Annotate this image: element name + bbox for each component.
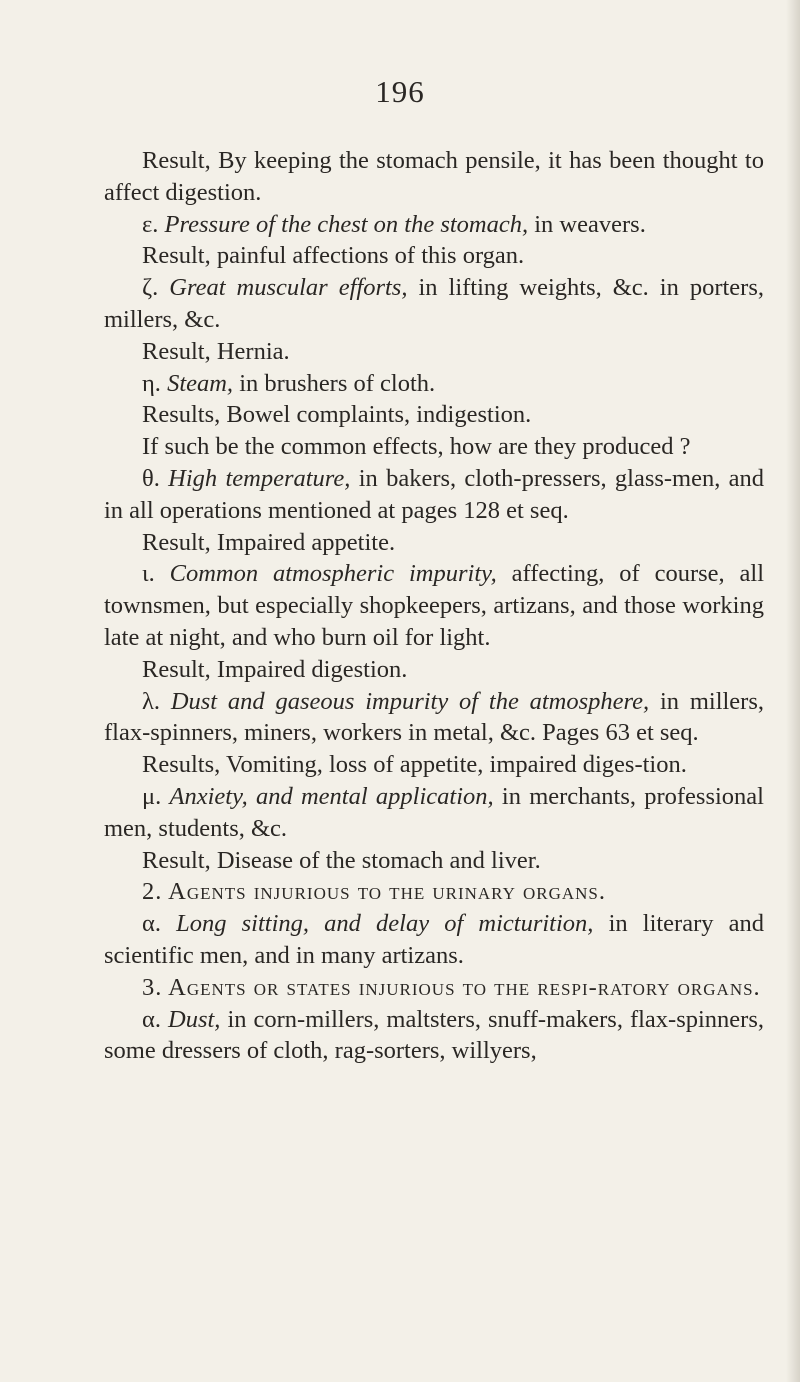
item-title: Dust and gaseous impurity of the atmosphere, <box>170 687 650 715</box>
paragraph-pressure-chest <box>104 209 764 241</box>
item-title: Great muscular efforts, <box>169 274 408 302</box>
item-text: in brushers of cloth. <box>233 369 436 397</box>
paragraph-dust <box>104 1004 764 1068</box>
item-label: η. <box>142 369 161 397</box>
item-label: ι. <box>142 560 155 588</box>
item-title: Common atmospheric impurity, <box>169 560 497 588</box>
item-title: Anxiety, and mental application, <box>169 782 494 810</box>
paragraph-high-temperature <box>104 463 764 527</box>
section-heading-urinary: 2. Agents injurious to the urinary organs. <box>142 878 607 906</box>
page-edge-shadow <box>786 0 800 1382</box>
item-title: Pressure of the chest on the stomach, <box>164 210 529 238</box>
paragraph-steam <box>104 368 764 400</box>
item-label: θ. <box>142 464 160 492</box>
item-label: ζ. <box>142 274 159 302</box>
item-text: in lifting weights, &c. in porters, millers, &c. <box>104 274 765 333</box>
page-body <box>104 145 764 1067</box>
paragraph-result-appetite: Result, Impaired appetite. <box>142 528 396 556</box>
section-heading-respiratory: 3. Agents or states injurious to the respi-ratory organs. <box>142 973 761 1001</box>
item-label: λ. <box>142 687 161 715</box>
item-text: affecting, of course, all townsmen, but especially shopkeepers, artizans, and those working late at night, and who burn oil for light. <box>104 560 765 651</box>
item-text: in bakers, cloth-pressers, glass-men, and in all operations mentioned at pages 128 et seq. <box>104 464 765 524</box>
paragraph-result-affections: Result, painful affections of this organ. <box>142 242 525 270</box>
paragraph-result-digestion: Result, Impaired digestion. <box>142 655 408 683</box>
item-label: α. <box>142 1005 161 1033</box>
paragraph-long-sitting <box>104 908 764 972</box>
paragraph-question: If such be the common effects, how are they produced ? <box>142 433 691 461</box>
paragraph-anxiety <box>104 781 764 845</box>
paragraph-result-hernia: Result, Hernia. <box>142 337 290 365</box>
item-label: α. <box>142 910 161 938</box>
item-label: μ. <box>142 782 162 810</box>
paragraph-results-bowel: Results, Bowel complaints, indigestion. <box>142 401 532 429</box>
paragraph-muscular-efforts <box>104 272 764 336</box>
paragraph-dust-gaseous <box>104 686 764 750</box>
item-text: in millers, flax-spinners, miners, workers in metal, &c. Pages 63 et seq. <box>104 687 765 747</box>
paragraph-result-liver: Result, Disease of the stomach and liver. <box>142 846 541 874</box>
item-title: Steam, <box>167 369 234 397</box>
page-number: 196 <box>375 74 425 109</box>
item-text: in corn-millers, maltsters, snuff-makers, flax-spinners, some dressers of cloth, rag-sorters, willyers, <box>104 1005 764 1065</box>
paragraph-atmospheric-impurity <box>104 558 764 653</box>
item-text: in weavers. <box>528 210 646 238</box>
item-title: Dust, <box>168 1005 221 1033</box>
paragraph-result-pensile: Result, By keeping the stomach pensile, it has been thought to affect digestion. <box>104 147 764 206</box>
item-text: in merchants, professional men, students, &c. <box>104 782 764 842</box>
item-label: ε. <box>142 210 159 238</box>
item-title: High temperature, <box>168 464 351 492</box>
item-text: in literary and scientific men, and in many artizans. <box>104 910 765 969</box>
item-title: Long sitting, and delay of micturition, <box>176 910 594 938</box>
paragraph-results-vomiting: Results, Vomiting, loss of appetite, impaired diges-tion. <box>142 751 687 779</box>
